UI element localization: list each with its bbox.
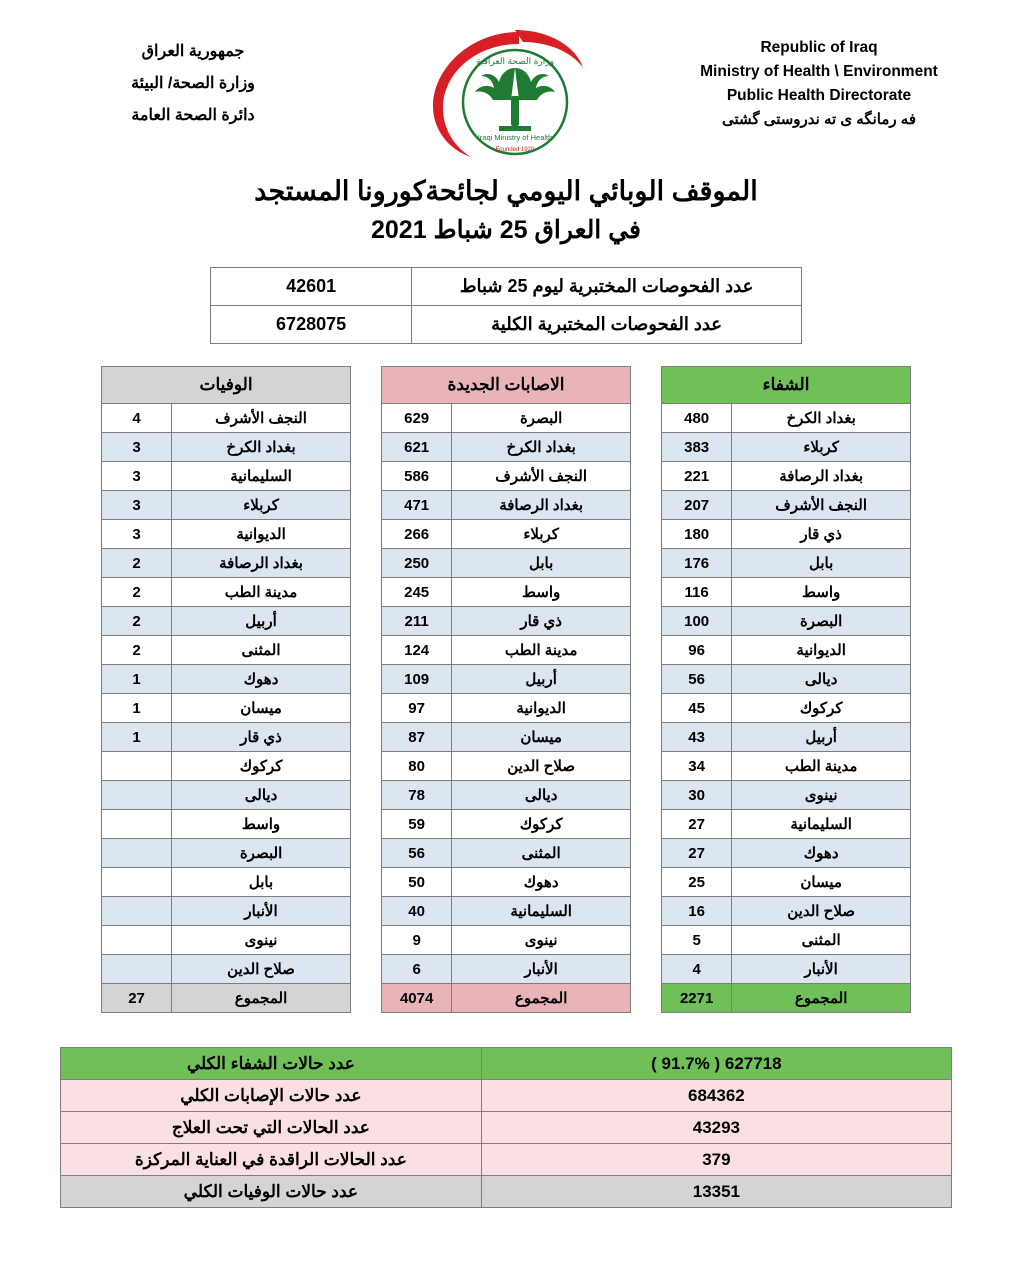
table-row <box>102 491 351 520</box>
province-value: 586 <box>382 462 452 491</box>
table-row <box>382 549 631 578</box>
province-name: دهوك <box>452 868 631 897</box>
province-name: ديالى <box>452 781 631 810</box>
province-value: 80 <box>382 752 452 781</box>
province-value: 45 <box>662 694 732 723</box>
province-value: 56 <box>662 665 732 694</box>
province-name: الأنبار <box>732 955 911 984</box>
table-row <box>382 665 631 694</box>
summary-row <box>61 1112 952 1144</box>
table-row <box>662 549 911 578</box>
page-title <box>28 176 984 245</box>
province-value: 211 <box>382 607 452 636</box>
header-kurdish-line: فه رمانگه ى ته ندروستى گشتى <box>721 111 917 129</box>
province-name: نينوى <box>172 926 351 955</box>
province-name: السليمانية <box>732 810 911 839</box>
table-row <box>662 810 911 839</box>
table-row <box>662 520 911 549</box>
recovered-header: الشفاء <box>662 367 911 404</box>
table-row <box>662 607 911 636</box>
province-value: 1 <box>102 694 172 723</box>
title-line-2: في العراق 25 شباط 2021 <box>370 216 641 244</box>
province-value <box>102 781 172 810</box>
header-en-line-1: Republic of Iraq <box>760 39 878 56</box>
province-value: 4 <box>102 404 172 433</box>
table-row <box>382 781 631 810</box>
province-name: المثنى <box>452 839 631 868</box>
new-cases-rows <box>382 404 631 984</box>
province-name: واسط <box>732 578 911 607</box>
province-value: 34 <box>662 752 732 781</box>
new-cases-table <box>381 366 631 1013</box>
new-cases-total-row <box>382 984 631 1013</box>
province-value: 109 <box>382 665 452 694</box>
province-value: 87 <box>382 723 452 752</box>
province-name: بغداد الرصافة <box>452 491 631 520</box>
moh-iraq-logo-icon <box>411 24 601 164</box>
province-name: بابل <box>732 549 911 578</box>
new-cases-total-value: 4074 <box>382 984 452 1013</box>
table-row <box>382 839 631 868</box>
table-row <box>382 607 631 636</box>
table-row <box>662 462 911 491</box>
table-row <box>662 636 911 665</box>
table-row <box>102 781 351 810</box>
province-name: بغداد الكرخ <box>172 433 351 462</box>
province-name: السليمانية <box>172 462 351 491</box>
table-row <box>102 897 351 926</box>
summary-rows <box>61 1048 952 1208</box>
deaths-total-label: المجموع <box>172 984 351 1013</box>
summary-value: 43293 <box>481 1112 951 1144</box>
table-row <box>662 578 911 607</box>
summary-value: 13351 <box>481 1176 951 1208</box>
province-name: ذي قار <box>732 520 911 549</box>
province-value <box>102 955 172 984</box>
header-ar-line-3: دائرة الصحة العامة <box>131 107 255 124</box>
province-name: نينوى <box>452 926 631 955</box>
province-name: المثنى <box>732 926 911 955</box>
ministry-logo <box>401 22 611 164</box>
svg-text:Iraqi Ministry of Health: Iraqi Ministry of Health <box>477 133 553 142</box>
table-row <box>382 491 631 520</box>
province-value: 221 <box>662 462 732 491</box>
province-name: النجف الأشرف <box>172 404 351 433</box>
table-row <box>382 810 631 839</box>
table-row <box>662 897 911 926</box>
province-value: 3 <box>102 520 172 549</box>
province-name: كربلاء <box>452 520 631 549</box>
table-row <box>102 607 351 636</box>
deaths-rows <box>102 404 351 984</box>
province-value: 40 <box>382 897 452 926</box>
tests-daily-label: عدد الفحوصات المختبرية ليوم 25 شباط <box>412 268 802 306</box>
table-row <box>662 839 911 868</box>
province-value: 3 <box>102 433 172 462</box>
recovered-rows <box>662 404 911 984</box>
summary-label: عدد الحالات التي تحت العلاج <box>61 1112 482 1144</box>
province-name: البصرة <box>452 404 631 433</box>
header-ar-line-1: جمهورية العراق <box>141 43 245 60</box>
province-name: واسط <box>452 578 631 607</box>
province-name: ديالى <box>172 781 351 810</box>
table-row <box>382 578 631 607</box>
province-name: بابل <box>172 868 351 897</box>
province-name: ميسان <box>452 723 631 752</box>
province-value: 6 <box>382 955 452 984</box>
summary-value: 684362 <box>481 1080 951 1112</box>
table-row <box>662 926 911 955</box>
table-row <box>382 955 631 984</box>
table-row <box>662 723 911 752</box>
table-row <box>382 694 631 723</box>
summary-row <box>61 1144 952 1176</box>
province-name: دهوك <box>732 839 911 868</box>
table-row <box>102 955 351 984</box>
table-row <box>662 955 911 984</box>
province-value: 2 <box>102 636 172 665</box>
table-row <box>662 752 911 781</box>
province-value: 176 <box>662 549 732 578</box>
summary-value: 627718 ( 91.7% ) <box>481 1048 951 1080</box>
table-row <box>102 549 351 578</box>
table-row <box>382 752 631 781</box>
province-value: 43 <box>662 723 732 752</box>
recovered-total-value: 2271 <box>662 984 732 1013</box>
province-value: 116 <box>662 578 732 607</box>
province-name: ميسان <box>732 868 911 897</box>
province-name: الديوانية <box>452 694 631 723</box>
lab-tests-table <box>210 267 802 344</box>
table-row <box>662 491 911 520</box>
table-row <box>662 404 911 433</box>
province-name: أربيل <box>452 665 631 694</box>
province-value <box>102 839 172 868</box>
province-value <box>102 897 172 926</box>
province-value: 1 <box>102 665 172 694</box>
deaths-total-row <box>102 984 351 1013</box>
table-row <box>102 636 351 665</box>
new-cases-total-label: المجموع <box>452 984 631 1013</box>
province-name: مدينة الطب <box>172 578 351 607</box>
province-value <box>102 810 172 839</box>
province-name: بغداد الرصافة <box>732 462 911 491</box>
svg-text:وزارة الصحة العراقية: وزارة الصحة العراقية <box>476 56 554 66</box>
table-row <box>102 578 351 607</box>
new-cases-header: الاصابات الجديدة <box>382 367 631 404</box>
province-name: بغداد الرصافة <box>172 549 351 578</box>
province-name: واسط <box>172 810 351 839</box>
svg-text:Founded 1920: Founded 1920 <box>495 147 535 153</box>
province-value: 250 <box>382 549 452 578</box>
province-value: 180 <box>662 520 732 549</box>
header-en-line-3: Public Health Directorate <box>726 87 912 105</box>
summary-value: 379 <box>481 1144 951 1176</box>
province-value: 629 <box>382 404 452 433</box>
tests-total-value: 6728075 <box>211 306 412 344</box>
province-name: السليمانية <box>452 897 631 926</box>
province-name: ذي قار <box>172 723 351 752</box>
province-value: 97 <box>382 694 452 723</box>
table-row <box>102 723 351 752</box>
summary-row <box>61 1176 952 1208</box>
table-row <box>382 636 631 665</box>
table-row <box>662 665 911 694</box>
province-value: 1 <box>102 723 172 752</box>
table-row <box>662 781 911 810</box>
province-name: بابل <box>452 549 631 578</box>
recovered-total-row <box>662 984 911 1013</box>
province-name: الديوانية <box>732 636 911 665</box>
province-value: 25 <box>662 868 732 897</box>
table-row <box>102 926 351 955</box>
province-value: 2 <box>102 578 172 607</box>
province-value: 621 <box>382 433 452 462</box>
province-name: كركوك <box>172 752 351 781</box>
province-name: النجف الأشرف <box>452 462 631 491</box>
province-name: البصرة <box>732 607 911 636</box>
province-value: 78 <box>382 781 452 810</box>
province-value: 2 <box>102 549 172 578</box>
province-name: صلاح الدين <box>732 897 911 926</box>
header-arabic-block <box>28 22 358 132</box>
summary-label: عدد حالات الإصابات الكلي <box>61 1080 482 1112</box>
province-value: 9 <box>382 926 452 955</box>
province-value: 56 <box>382 839 452 868</box>
province-value: 100 <box>662 607 732 636</box>
header-english-block <box>654 22 984 131</box>
province-value: 30 <box>662 781 732 810</box>
province-name: كركوك <box>732 694 911 723</box>
summary-label: عدد الحالات الراقدة في العناية المركزة <box>61 1144 482 1176</box>
province-value: 124 <box>382 636 452 665</box>
table-row <box>211 306 802 344</box>
province-value: 383 <box>662 433 732 462</box>
province-value: 207 <box>662 491 732 520</box>
province-value: 3 <box>102 491 172 520</box>
title-line-1: الموقف الوبائي اليومي لجائحةكورونا المستجد <box>254 176 758 206</box>
province-name: أربيل <box>732 723 911 752</box>
province-value: 96 <box>662 636 732 665</box>
province-value: 59 <box>382 810 452 839</box>
table-row <box>102 462 351 491</box>
province-value <box>102 752 172 781</box>
summary-table <box>60 1047 952 1208</box>
deaths-total-value: 27 <box>102 984 172 1013</box>
province-name: النجف الأشرف <box>732 491 911 520</box>
table-row <box>662 694 911 723</box>
province-value <box>102 868 172 897</box>
province-name: نينوى <box>732 781 911 810</box>
table-row <box>102 868 351 897</box>
summary-row <box>61 1048 952 1080</box>
table-row <box>382 433 631 462</box>
deaths-header: الوفيات <box>102 367 351 404</box>
table-row <box>382 404 631 433</box>
table-row <box>382 897 631 926</box>
recovered-total-label: المجموع <box>732 984 911 1013</box>
table-row <box>382 462 631 491</box>
province-name: ميسان <box>172 694 351 723</box>
province-value: 16 <box>662 897 732 926</box>
province-name: ذي قار <box>452 607 631 636</box>
table-row <box>662 433 911 462</box>
province-value: 2 <box>102 607 172 636</box>
province-value: 27 <box>662 810 732 839</box>
province-value: 50 <box>382 868 452 897</box>
province-value: 3 <box>102 462 172 491</box>
province-name: كربلاء <box>172 491 351 520</box>
province-name: البصرة <box>172 839 351 868</box>
province-name: كركوك <box>452 810 631 839</box>
province-value: 4 <box>662 955 732 984</box>
table-row <box>382 520 631 549</box>
province-name: دهوك <box>172 665 351 694</box>
province-name: بغداد الكرخ <box>732 404 911 433</box>
summary-row <box>61 1080 952 1112</box>
province-value: 5 <box>662 926 732 955</box>
province-name: صلاح الدين <box>172 955 351 984</box>
province-value: 245 <box>382 578 452 607</box>
tests-total-label: عدد الفحوصات المختبرية الكلية <box>412 306 802 344</box>
recovered-table <box>661 366 911 1013</box>
province-value: 471 <box>382 491 452 520</box>
table-row <box>382 868 631 897</box>
table-row <box>102 520 351 549</box>
summary-label: عدد حالات الوفيات الكلي <box>61 1176 482 1208</box>
header-en-line-2: Ministry of Health \ Environment <box>700 63 938 81</box>
table-row <box>102 752 351 781</box>
tests-daily-value: 42601 <box>211 268 412 306</box>
province-tables <box>28 366 984 1013</box>
province-name: المثنى <box>172 636 351 665</box>
header-ar-line-2: وزارة الصحة/ البيئة <box>131 75 255 92</box>
table-row <box>102 433 351 462</box>
deaths-table <box>101 366 351 1013</box>
province-value: 27 <box>662 839 732 868</box>
summary-label: عدد حالات الشفاء الكلي <box>61 1048 482 1080</box>
table-row <box>102 810 351 839</box>
province-name: بغداد الكرخ <box>452 433 631 462</box>
table-row <box>382 723 631 752</box>
province-value: 266 <box>382 520 452 549</box>
document-header <box>28 22 984 162</box>
province-name: كربلاء <box>732 433 911 462</box>
province-name: مدينة الطب <box>732 752 911 781</box>
province-name: الأنبار <box>452 955 631 984</box>
province-name: الأنبار <box>172 897 351 926</box>
province-name: صلاح الدين <box>452 752 631 781</box>
table-row <box>102 839 351 868</box>
province-value <box>102 926 172 955</box>
province-name: ديالى <box>732 665 911 694</box>
table-row <box>102 665 351 694</box>
table-row <box>382 926 631 955</box>
province-name: الديوانية <box>172 520 351 549</box>
table-row <box>102 404 351 433</box>
province-name: أربيل <box>172 607 351 636</box>
province-value: 480 <box>662 404 732 433</box>
table-row <box>102 694 351 723</box>
province-name: مدينة الطب <box>452 636 631 665</box>
table-row <box>662 868 911 897</box>
table-row <box>211 268 802 306</box>
